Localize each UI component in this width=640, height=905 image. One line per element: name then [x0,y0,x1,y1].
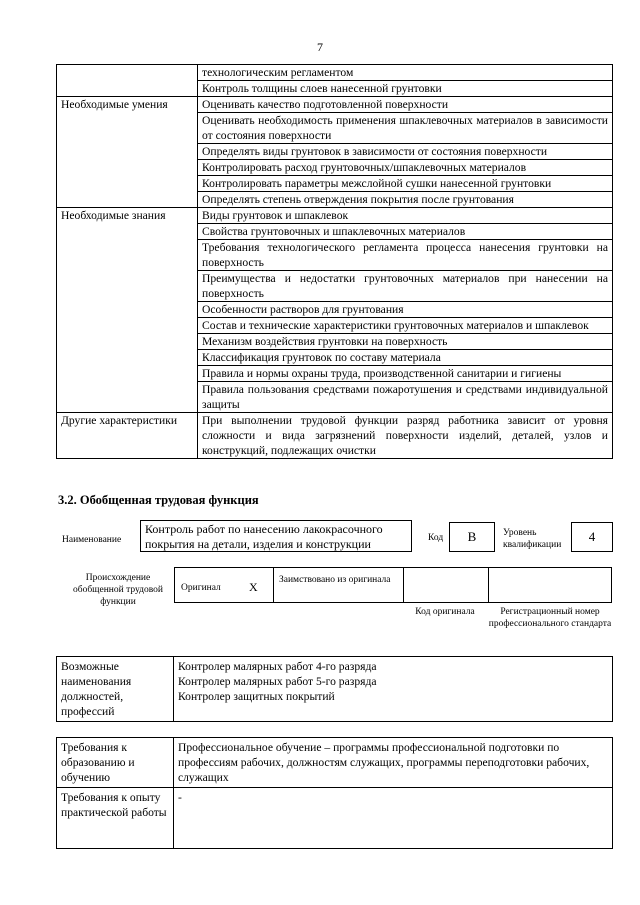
row-value: Механизм воздействия грунтовки на поверхность [198,334,613,350]
original-label: Оригинал [181,583,221,593]
experience-label: Требования к опыту практической работы [57,788,174,849]
positions-values [174,657,613,722]
row-value: Контроль толщины слоев нанесенной грунтовки [198,81,613,97]
row-label: Необходимые умения [57,97,198,208]
row-value: Свойства грунтовочных и шпаклевочных материалов [198,224,613,240]
row-label [57,65,198,97]
row-value: Определять виды грунтовок в зависимости от состояния поверхности [198,144,613,160]
row-value: Правила и нормы охраны труда, производственной санитарии и гигиены [198,366,613,382]
row-label: Необходимые знания [57,208,198,413]
code-original-caption: Код оригинала [415,607,475,617]
positions-label: Возможные наименования должностей, профессий [57,657,174,722]
reg-number-caption: Регистрационный номер профессионального стандарта [488,607,612,629]
table-row [57,97,613,113]
divider [273,568,274,602]
row-value: Состав и технические характеристики грунтовочных материалов и шпаклевок [198,318,613,334]
row-value: Особенности растворов для грунтования [198,302,613,318]
position-item: Контролер малярных работ 4-го разряда [178,660,377,673]
function-name-value: Контроль работ по нанесению лакокрасочного покрытия на детали, изделия и конструкции [140,520,412,552]
row-value: Оценивать качество подготовленной поверхности [198,97,613,113]
original-mark: Х [249,580,258,594]
education-label: Требования к образованию и обучению [57,738,174,788]
table-row [57,208,613,224]
section-title: 3.2. Обобщенная трудовая функция [58,493,259,507]
table-row [57,65,613,81]
code-label: Код [428,533,444,543]
row-value: При выполнении трудовой функции разряд работника зависит от уровня сложности и вида загрязнений поверхности изделий, деталей, узлов и конструкций, подлежащих очистки [198,413,613,459]
level-value: 4 [571,522,613,552]
divider [403,568,404,602]
origin-box [174,567,612,603]
name-label: Наименование [62,535,122,545]
row-value: технологическим регламентом [198,65,613,81]
code-value: В [449,522,495,552]
position-item: Контролер защитных покрытий [178,690,335,703]
skills-knowledge-table [56,64,613,459]
row-value: Виды грунтовок и шпаклевок [198,208,613,224]
position-item: Контролер малярных работ 5-го разряда [178,675,377,688]
table-row [57,413,613,459]
experience-value: - [174,788,613,849]
row-value: Правила пользования средствами пожаротушения и средствами индивидуальной защиты [198,382,613,413]
positions-table [56,656,613,722]
page-number: 7 [317,40,323,54]
row-value: Определять степень отверждения покрытия после грунтования [198,192,613,208]
requirements-table [56,737,613,849]
divider [488,568,489,602]
row-label: Другие характеристики [57,413,198,459]
borrowed-label: Заимствовано из оригинала [279,575,391,585]
row-value: Контролировать расход грунтовочных/шпаклевочных материалов [198,160,613,176]
row-value: Оценивать необходимость применения шпаклевочных материалов в зависимости от состояния поверхности [198,113,613,144]
row-value: Классификация грунтовок по составу материала [198,350,613,366]
origin-label: Происхождение обобщенной трудовой функции [73,573,163,607]
row-value: Преимущества и недостатки грунтовочных материалов при нанесении на поверхность [198,271,613,302]
row-value: Контролировать параметры межслойной сушки нанесенной грунтовки [198,176,613,192]
education-value: Профессиональное обучение – программы профессиональной подготовки по профессиям рабочих, должностям служащих, программы переподготовки рабочих, служащих [174,738,613,788]
level-label: Уровень квалификации [503,528,562,550]
row-value: Требования технологического регламента процесса нанесения грунтовки на поверхность [198,240,613,271]
